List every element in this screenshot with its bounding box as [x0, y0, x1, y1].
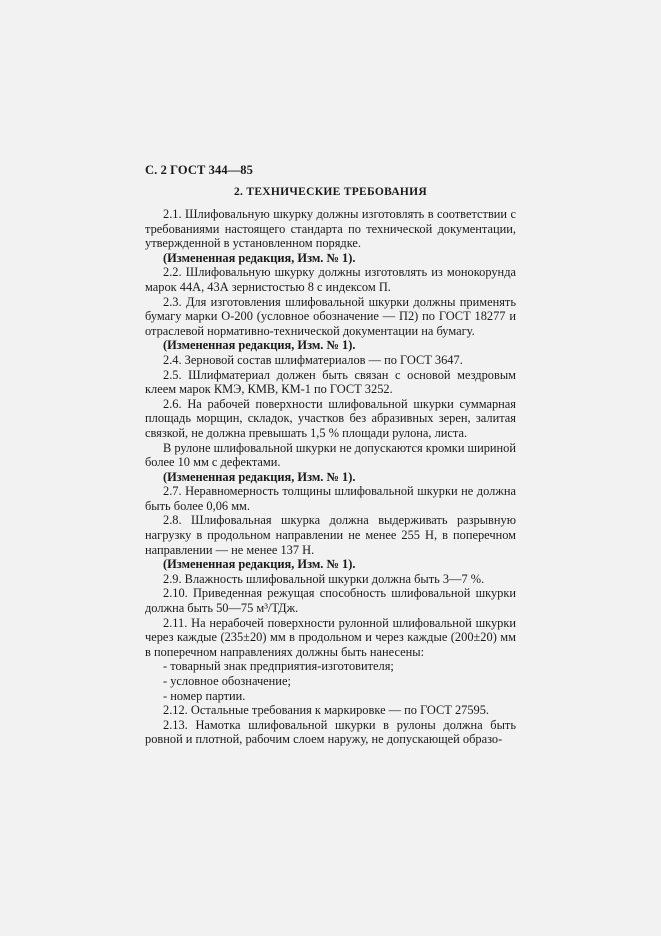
paragraph: 2.4. Зерновой состав шлифматериалов — по ГОСТ 3647.: [163, 352, 463, 367]
paragraph: 2.5. Шлифматериал должен быть связан с основой мездровым клеем марок КМЭ, КМВ, КМ-1 по ГОСТ 3252.: [145, 367, 516, 397]
paragraph: 2.12. Остальные требования к маркировке — по ГОСТ 27595.: [163, 703, 490, 718]
list-item: - условное обозначение;: [163, 674, 291, 688]
amendment-note: (Измененная редакция, Изм. № 1).: [163, 557, 356, 572]
paragraph: 2.3. Для изготовления шлифовальной шкурки должны применять бумагу марки О-200 (условное обозначение — П2) по ГОСТ 18277 и отраслевой нормативно-технической документации на бумагу.: [145, 294, 516, 338]
document-body: [145, 207, 516, 747]
paragraph: 2.1. Шлифовальную шкурку должны изготовлять в соответствии с требованиями настоящего стандарта по технической документации, утвержденной в установленном порядке.: [145, 207, 516, 251]
paragraph: В рулоне шлифовальной шкурки не допускаются кромки шириной более 10 мм с дефектами.: [145, 440, 516, 470]
paragraph: 2.6. На рабочей поверхности шлифовальной шкурки суммарная площадь морщин, складок, участков без абразивных зерен, залитая связкой, не должна превышать 1,5 % площади рулона, листа.: [145, 396, 516, 440]
section-title: 2. ТЕХНИЧЕСКИЕ ТРЕБОВАНИЯ: [233, 186, 428, 198]
paragraph: 2.13. Намотка шлифовальной шкурки в рулоны должна быть ровной и плотной, рабочим слоем наружу, не допускающей образо-: [145, 717, 516, 747]
amendment-note: (Измененная редакция, Изм. № 1).: [163, 338, 356, 353]
page-header: С. 2 ГОСТ 344—85: [145, 163, 254, 177]
paragraph: 2.11. На нерабочей поверхности рулонной шлифовальной шкурки через каждые (235±20) мм в продольном и через каждые (200±20) мм в поперечном направлениях должны быть нанесены:: [145, 615, 516, 659]
list-item: - номер партии.: [163, 688, 246, 703]
amendment-note: (Измененная редакция, Изм. № 1).: [163, 469, 356, 484]
paragraph: 2.9. Влажность шлифовальной шкурки должна быть 3—7 %.: [163, 571, 485, 586]
list-item: - товарный знак предприятия-изготовителя;: [163, 659, 394, 674]
paragraph: 2.10. Приведенная режущая способность шлифовальной шкурки должна быть 50—75 м³/ТДж.: [145, 586, 516, 616]
paragraph: 2.2. Шлифовальную шкурку должны изготовлять из монокорунда марок 44А, 43А зернистостью 8 с индексом П.: [145, 265, 516, 294]
amendment-note: (Измененная редакция, Изм. № 1).: [163, 250, 356, 265]
paragraph: 2.8. Шлифовальная шкурка должна выдерживать разрывную нагрузку в продольном направлении не менее 255 Н, в поперечном направлении — не менее 137 Н.: [145, 513, 516, 557]
paragraph: 2.7. Неравномерность толщины шлифовальной шкурки не должна быть более 0,06 мм.: [145, 484, 516, 513]
